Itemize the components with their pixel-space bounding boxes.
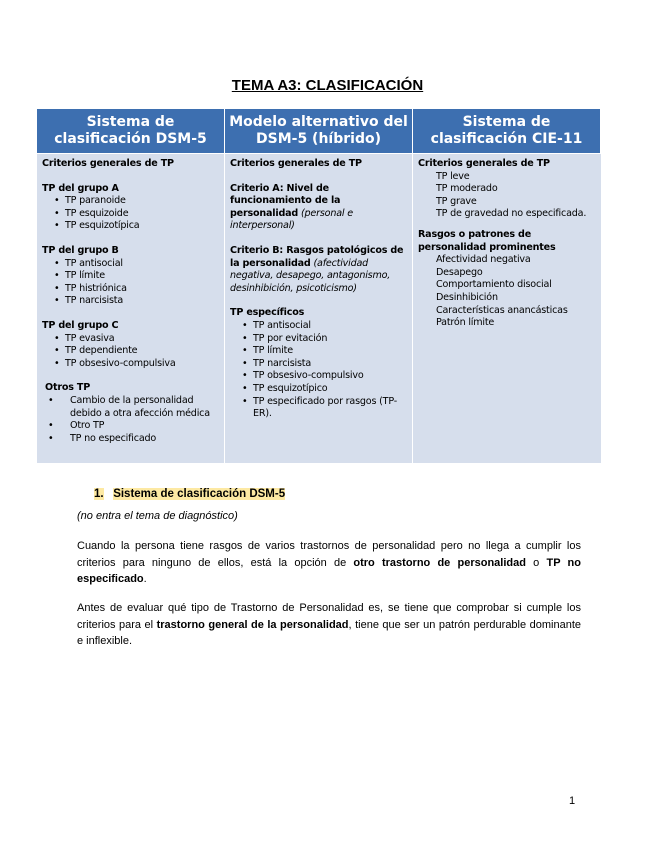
list-item: • TP esquizotípico xyxy=(242,383,407,396)
paragraph-1 xyxy=(77,538,581,588)
list-item: • TP obsesivo-compulsiva xyxy=(54,358,219,371)
list-item: • TP por evitación xyxy=(242,333,407,346)
list-item: TP grave xyxy=(436,195,477,207)
criterio-a-title: Criterio A: Nivel de funcionamiento de la personalidad xyxy=(230,182,341,219)
text-run: Antes de evaluar qué tipo de Trastorno de Personalidad es, se tiene que comprobar si cumple los criterios para el xyxy=(77,602,581,631)
list-item: • TP especificado por rasgos (TP-ER). xyxy=(242,396,407,421)
grupo-b-title: TP del grupo B xyxy=(42,244,119,256)
criterio-a-detail: (personal e interpersonal) xyxy=(230,207,353,232)
otros-title: Otros TP xyxy=(45,382,91,394)
list-item: • TP narcisista xyxy=(242,358,407,371)
grupo-c-list xyxy=(42,333,219,371)
cell-cie11 xyxy=(413,153,601,463)
list-item: TP moderado xyxy=(436,183,498,195)
cell-dsm5 xyxy=(37,153,225,463)
list-item: Desinhibición xyxy=(436,291,498,303)
grupo-c-title: TP del grupo C xyxy=(42,319,119,331)
criterio-a xyxy=(230,183,407,233)
otros-list xyxy=(42,395,219,445)
criterios-generales: Criterios generales de TP xyxy=(230,158,362,169)
gravedad-list xyxy=(418,171,596,221)
header-dsm5-alternative: Modelo alternativo del DSM-5 (híbrido) xyxy=(225,109,413,153)
section-heading xyxy=(94,488,285,500)
grupo-a-list xyxy=(42,195,219,233)
list-item: • TP esquizoide xyxy=(54,208,219,221)
header-dsm5: Sistema de clasificación DSM-5 xyxy=(37,109,225,153)
section-number: 1. xyxy=(94,488,104,500)
list-item: • TP límite xyxy=(54,270,219,283)
list-item: • Otro TP xyxy=(48,420,219,433)
list-item: • TP esquizotípica xyxy=(54,220,219,233)
page-title: TEMA A3: CLASIFICACIÓN xyxy=(231,77,424,94)
grupo-b-list xyxy=(42,258,219,308)
text-run: Cuando la persona tiene rasgos de varios trastornos de personalidad pero no llega a cumplir los criterios para ninguno de ellos, está la opción de xyxy=(77,540,581,569)
text-run: , tiene que ser un patrón perdurable dominante e inflexible. xyxy=(77,618,581,647)
list-item: • TP evasiva xyxy=(54,333,219,346)
especificos-title: TP específicos xyxy=(230,307,305,319)
text-bold: otro trastorno de personalidad xyxy=(353,556,526,569)
list-item: • TP histriónica xyxy=(54,283,219,296)
criterio-b-detail: (afectividad negativa, desapego, antagonismo, desinhibición, psicoticismo) xyxy=(230,257,391,294)
list-item: Patrón límite xyxy=(436,317,495,329)
rasgos-list xyxy=(418,254,596,330)
list-item: • TP no especificado xyxy=(48,433,219,446)
text-run: o xyxy=(525,556,547,569)
list-item: Afectividad negativa xyxy=(436,254,531,266)
text-run: . xyxy=(143,573,147,585)
list-item: • TP antisocial xyxy=(242,320,407,333)
criterios-generales: Criterios generales de TP xyxy=(418,158,550,169)
list-item: • TP paranoide xyxy=(54,195,219,208)
criterios-generales: Criterios generales de TP xyxy=(42,158,174,169)
list-item: • TP obsesivo-compulsivo xyxy=(242,370,407,383)
list-item: • TP narcisista xyxy=(54,295,219,308)
list-item: • TP antisocial xyxy=(54,258,219,271)
text-bold: TP no especificado xyxy=(77,556,581,585)
classification-table xyxy=(37,109,601,463)
cell-dsm5-alternative xyxy=(225,153,413,463)
list-item: TP leve xyxy=(436,170,470,182)
criterio-b-title: Criterio B: Rasgos patológicos de la personalidad xyxy=(230,244,404,269)
section-heading-text: Sistema de clasificación DSM-5 xyxy=(113,488,286,500)
section-note: (no entra el tema de diagnóstico) xyxy=(77,510,238,522)
header-cie11: Sistema de clasificación CIE-11 xyxy=(413,109,601,153)
criterio-b xyxy=(230,245,407,295)
grupo-a-title: TP del grupo A xyxy=(42,182,119,194)
list-item: Características anancásticas xyxy=(436,304,568,316)
list-item: TP de gravedad no especificada. xyxy=(436,208,587,220)
especificos-list xyxy=(230,320,407,421)
rasgos-title: Rasgos o patrones de personalidad prominentes xyxy=(418,228,556,253)
list-item: Comportamiento disocial xyxy=(436,279,552,291)
paragraph-2 xyxy=(77,600,581,650)
list-item: Desapego xyxy=(436,266,483,278)
list-item: • Cambio de la personalidad debido a otra afección médica xyxy=(48,395,219,420)
text-bold: trastorno general de la personalidad xyxy=(156,618,349,631)
list-item: • TP dependiente xyxy=(54,345,219,358)
page-number: 1 xyxy=(569,795,576,807)
list-item: • TP límite xyxy=(242,345,407,358)
